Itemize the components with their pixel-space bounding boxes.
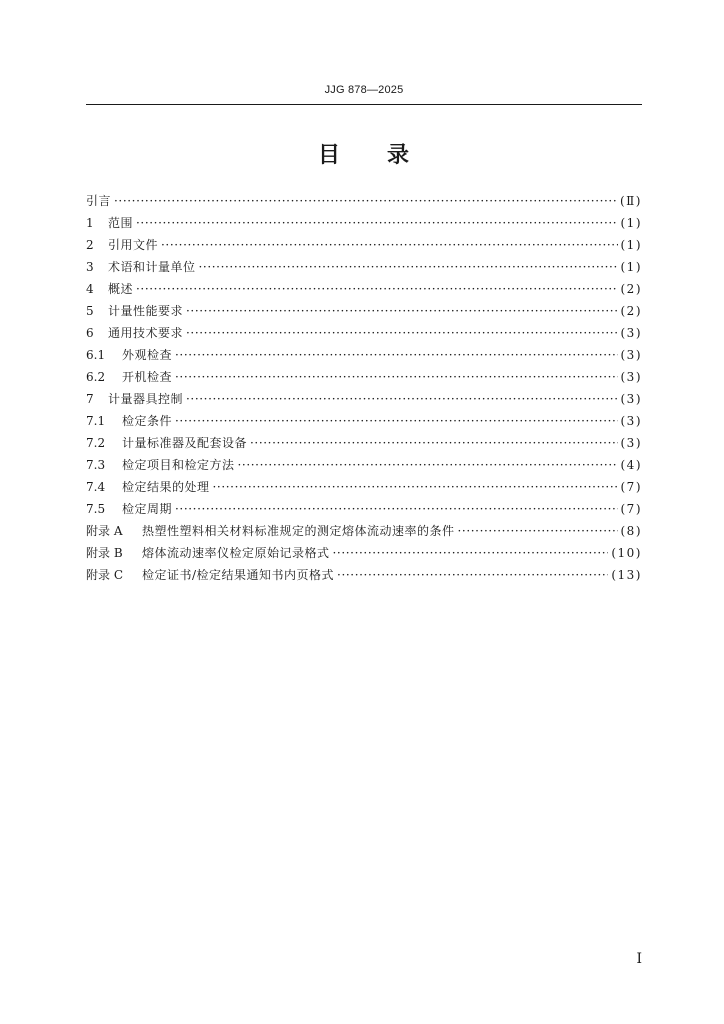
toc-entry-page: (3) bbox=[620, 348, 642, 362]
toc-leader-dots bbox=[186, 388, 617, 410]
toc-leader-dots bbox=[175, 366, 617, 388]
toc-entry-number: 2 bbox=[86, 238, 94, 252]
toc-entry-number: 7 bbox=[86, 392, 94, 406]
toc-entry-page: (1) bbox=[620, 216, 642, 230]
toc-leader-dots bbox=[136, 278, 617, 300]
title-char-2: 录 bbox=[387, 143, 411, 168]
toc-entry-page: (3) bbox=[620, 436, 642, 450]
toc-entry-number: 7.1 bbox=[86, 414, 106, 428]
toc-leader-dots bbox=[337, 564, 608, 586]
toc-leader-dots bbox=[175, 498, 617, 520]
toc-entry-number: 7.5 bbox=[86, 502, 106, 516]
toc-entry-title: 检定条件 bbox=[122, 414, 173, 428]
page-title bbox=[86, 138, 642, 169]
toc-entry-page: (3) bbox=[620, 370, 642, 384]
toc-leader-dots bbox=[114, 190, 617, 212]
toc-entry-page: (4) bbox=[620, 458, 642, 472]
toc-entry-page: (1) bbox=[620, 238, 642, 252]
toc-entry-3[interactable] bbox=[86, 256, 642, 278]
toc-leader-dots bbox=[175, 344, 617, 366]
toc-entry-page: (7) bbox=[620, 480, 642, 494]
toc-entry-page: (10) bbox=[611, 546, 642, 560]
toc-entry-page: (2) bbox=[620, 282, 642, 296]
toc-entry-title: 熔体流动速率仪检定原始记录格式 bbox=[142, 546, 330, 560]
document-code-header: JJG 878—2025 bbox=[324, 84, 404, 96]
toc-entry-number: 6.2 bbox=[86, 370, 106, 384]
toc-entry-title: 术语和计量单位 bbox=[108, 260, 196, 274]
toc-entry-4[interactable] bbox=[86, 278, 642, 300]
toc-entry-7-5[interactable] bbox=[86, 498, 642, 520]
toc-entry-number: 3 bbox=[86, 260, 94, 274]
toc-entry-page: (8) bbox=[620, 524, 642, 538]
toc-leader-dots bbox=[458, 520, 618, 542]
toc-leader-dots bbox=[213, 476, 618, 498]
toc-entry-2[interactable] bbox=[86, 234, 642, 256]
toc-entry-title: 引言 bbox=[86, 194, 112, 208]
toc-entry-7-3[interactable] bbox=[86, 454, 642, 476]
toc-entry-number: 1 bbox=[86, 216, 94, 230]
toc-entry-page: (13) bbox=[611, 568, 642, 582]
toc-entry-7-2[interactable] bbox=[86, 432, 642, 454]
toc-leader-dots bbox=[186, 322, 617, 344]
page-number: Ⅰ bbox=[636, 951, 642, 967]
toc-entry-intro[interactable] bbox=[86, 190, 642, 212]
toc-entry-1[interactable] bbox=[86, 212, 642, 234]
toc-entry-page: (3) bbox=[620, 414, 642, 428]
toc-leader-dots bbox=[175, 410, 617, 432]
toc-entry-number: 7.4 bbox=[86, 480, 106, 494]
toc-entry-page: (3) bbox=[620, 392, 642, 406]
title-char-1: 目 bbox=[317, 143, 341, 168]
toc-entry-5[interactable] bbox=[86, 300, 642, 322]
toc-entry-7-4[interactable] bbox=[86, 476, 642, 498]
toc-entry-7[interactable] bbox=[86, 388, 642, 410]
toc-entry-title: 检定项目和检定方法 bbox=[122, 458, 235, 472]
toc-leader-dots bbox=[136, 212, 617, 234]
toc-leader-dots bbox=[199, 256, 618, 278]
toc-leader-dots bbox=[238, 454, 618, 476]
toc-leader-dots bbox=[333, 542, 609, 564]
toc-leader-dots bbox=[250, 432, 617, 454]
toc-entry-page: (1) bbox=[620, 260, 642, 274]
table-of-contents bbox=[86, 190, 642, 586]
toc-entry-number: 附录 A bbox=[86, 524, 123, 538]
toc-entry-7-1[interactable] bbox=[86, 410, 642, 432]
toc-entry-title: 范围 bbox=[108, 216, 134, 230]
toc-entry-title: 通用技术要求 bbox=[108, 326, 184, 340]
toc-entry-title: 计量标准器及配套设备 bbox=[122, 436, 248, 450]
toc-entry-title: 引用文件 bbox=[108, 238, 159, 252]
toc-entry-title: 外观检查 bbox=[122, 348, 173, 362]
toc-entry-6-2[interactable] bbox=[86, 366, 642, 388]
toc-entry-6-1[interactable] bbox=[86, 344, 642, 366]
toc-entry-appendix-a[interactable] bbox=[86, 520, 642, 542]
toc-entry-title: 检定结果的处理 bbox=[122, 480, 210, 494]
toc-leader-dots bbox=[161, 234, 617, 256]
toc-entry-6[interactable] bbox=[86, 322, 642, 344]
toc-entry-title: 检定证书/检定结果通知书内页格式 bbox=[142, 568, 335, 582]
toc-entry-page: (7) bbox=[620, 502, 642, 516]
toc-entry-number: 6 bbox=[86, 326, 94, 340]
toc-entry-page: (3) bbox=[620, 326, 642, 340]
toc-entry-title: 概述 bbox=[108, 282, 134, 296]
toc-entry-number: 附录 B bbox=[86, 546, 123, 560]
toc-entry-page: (2) bbox=[620, 304, 642, 318]
toc-entry-title: 检定周期 bbox=[122, 502, 173, 516]
header-divider bbox=[86, 104, 642, 105]
toc-entry-appendix-b[interactable] bbox=[86, 542, 642, 564]
toc-entry-title: 计量器具控制 bbox=[108, 392, 184, 406]
toc-entry-number: 5 bbox=[86, 304, 94, 318]
toc-entry-number: 7.2 bbox=[86, 436, 106, 450]
toc-entry-number: 附录 C bbox=[86, 568, 123, 582]
toc-entry-number: 7.3 bbox=[86, 458, 106, 472]
toc-entry-page: (Ⅱ) bbox=[619, 194, 642, 208]
toc-entry-title: 热塑性塑料相关材料标准规定的测定熔体流动速率的条件 bbox=[142, 524, 455, 538]
toc-entry-number: 4 bbox=[86, 282, 94, 296]
toc-entry-title: 开机检查 bbox=[122, 370, 173, 384]
toc-leader-dots bbox=[186, 300, 617, 322]
toc-entry-number: 6.1 bbox=[86, 348, 106, 362]
toc-entry-title: 计量性能要求 bbox=[108, 304, 184, 318]
toc-entry-appendix-c[interactable] bbox=[86, 564, 642, 586]
